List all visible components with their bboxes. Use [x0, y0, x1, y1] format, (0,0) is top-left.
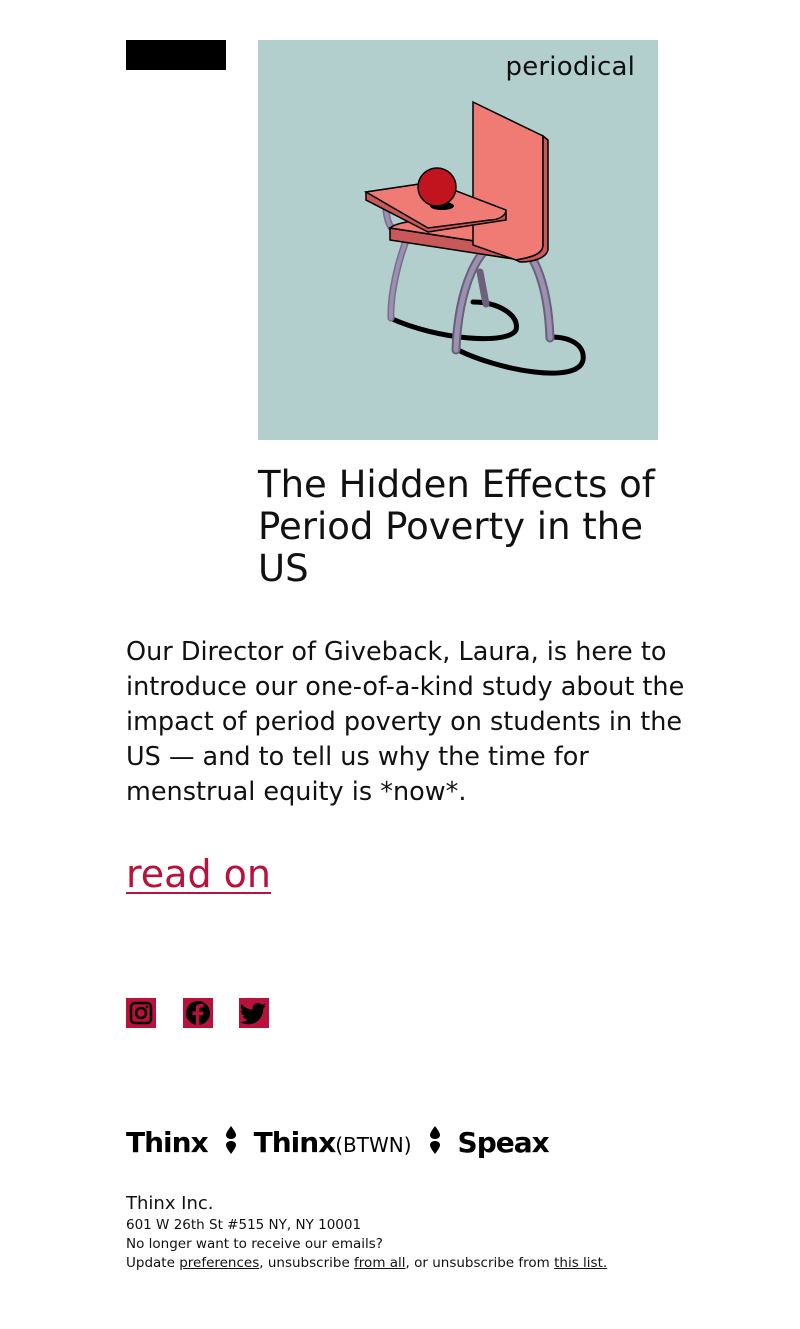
- drop-separator-icon: [224, 1125, 238, 1159]
- brand-logo-block[interactable]: [126, 40, 226, 70]
- thinx-btwn-logo[interactable]: [254, 1126, 412, 1159]
- hero-illustration[interactable]: [258, 40, 658, 440]
- company-address: 601 W 26th St #515 NY, NY 10001: [126, 1217, 362, 1233]
- unsubscribe-all-link[interactable]: from all: [354, 1255, 406, 1271]
- article-intro: Our Director of Giveback, Laura, is here to introduce our one-of-a-kind study about the impact of period poverty on students in the US — and to tell us why the time for menstrual equity is *now*.: [126, 637, 685, 807]
- unsubscribe-prompt: No longer want to receive our emails?: [126, 1236, 383, 1252]
- instagram-icon[interactable]: [126, 998, 156, 1028]
- desk-chair-illustration: [258, 40, 658, 440]
- or-text: , or unsubscribe from: [405, 1255, 555, 1271]
- unsubscribe-list-link[interactable]: this list.: [554, 1255, 608, 1271]
- unsubscribe-text: , unsubscribe: [259, 1255, 355, 1271]
- speax-logo[interactable]: Speax: [457, 1125, 549, 1159]
- company-name: Thinx Inc.: [126, 1193, 214, 1214]
- unsubscribe-options: [126, 1255, 607, 1271]
- article-title: The Hidden Effects of Period Poverty in the US: [258, 463, 655, 590]
- thinx-btwn-suffix: (BTWN): [335, 1132, 412, 1157]
- preferences-link[interactable]: preferences: [179, 1255, 260, 1271]
- read-on-link[interactable]: read on: [126, 852, 271, 896]
- facebook-icon[interactable]: [183, 998, 213, 1028]
- drop-separator-icon: [428, 1125, 442, 1159]
- thinx-logo[interactable]: Thinx: [126, 1125, 208, 1159]
- twitter-icon[interactable]: [239, 998, 269, 1028]
- hero-tag-periodical: periodical: [505, 52, 635, 82]
- brand-family-logos: [126, 1120, 549, 1164]
- update-prefix: Update: [126, 1255, 180, 1271]
- thinx-btwn-name: Thinx: [253, 1125, 336, 1159]
